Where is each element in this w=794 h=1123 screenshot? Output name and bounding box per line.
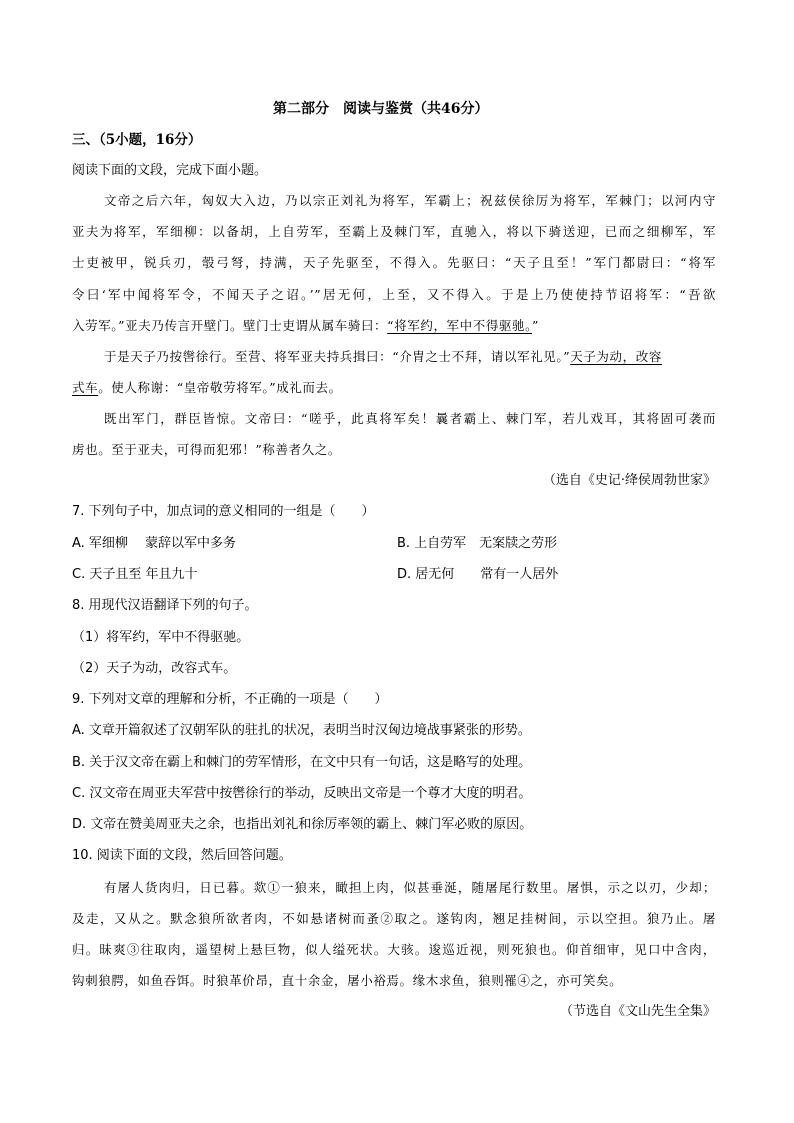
passage-line: 士吏被甲，锐兵刃，彀弓弩，持满，天子先驱至，不得入。先驱曰：“天子且至！”军门都尉曰：“将军 xyxy=(72,255,716,270)
passage-line: 归。昧爽③往取肉，遥望树上悬巨物，似人缢死状。大骇。逡巡近视，则死狼也。仰首细审，见口中含肉， xyxy=(72,942,716,957)
passage-line xyxy=(72,379,342,397)
passage-line: 文帝之后六年，匈奴大入边，乃以宗正刘礼为将军，军霸上；祝兹侯徐厉为将军，军棘门；以河内守 xyxy=(104,193,716,208)
passage-line: 虏也。至于亚夫，可得而犯邪！”称善者久之。 xyxy=(72,442,341,457)
option-d[interactable]: D. 居无何 常有一人居外 xyxy=(397,567,559,582)
question-8-stem: 8. 用现代汉语翻译下列的句子。 xyxy=(72,598,258,613)
passage-line: 既出军门，群臣皆惊。文帝曰：“嗟乎，此真将军矣！曩者霸上、棘门军，若儿戏耳，其将固可袭而 xyxy=(104,411,716,426)
underlined-sentence: 天子为动，改容 xyxy=(570,349,662,364)
source-citation: （节选自《文山先生全集》 xyxy=(559,1004,716,1019)
instruction-text: 阅读下面的文段，完成下面小题。 xyxy=(72,163,268,178)
option-a[interactable]: A. 文章开篇叙述了汉朝军队的驻扎的状况，表明当时汉匈边境战事紧张的形势。 xyxy=(72,723,531,738)
passage-line: 有屠人货肉归，日已暮。欻①一狼来，瞰担上肉，似甚垂涎，随屠尾行数里。屠惧，示之以刃，少却； xyxy=(104,880,716,895)
question-7-stem: 7. 下列句子中，加点词的意义相同的一组是（ ） xyxy=(72,504,375,519)
option-b[interactable]: B. 上自劳军 无案牍之劳形 xyxy=(397,536,558,551)
passage-line xyxy=(104,348,662,366)
passage-line: 及走，又从之。默念狼所欲者肉，不如悬诸树而蚤②取之。遂钩肉，翘足挂树间，示以空担。狼乃止。屠 xyxy=(72,911,716,926)
underlined-sentence: 式车 xyxy=(72,380,99,395)
translation-item: （1）将军约，军中不得驱驰。 xyxy=(72,630,250,645)
translation-item: （2）天子为动，改容式车。 xyxy=(72,661,237,676)
option-c[interactable]: C. 汉文帝在周亚夫军营中按辔徐行的举动，反映出文帝是一个尊才大度的明君。 xyxy=(72,786,532,801)
option-b[interactable]: B. 关于汉文帝在霸上和棘门的劳军情形，在文中只有一句话，这是略写的处理。 xyxy=(72,755,532,770)
option-a[interactable]: A. 军细柳 蒙辞以军中多务 xyxy=(72,536,237,551)
passage-text: 入劳军。”亚夫乃传言开壁门。壁门士吏谓从属车骑曰： xyxy=(72,318,388,333)
source-citation: （选自《史记·绛侯周勃世家》 xyxy=(542,473,716,488)
section-heading: 三、（5小题，16分） xyxy=(72,132,202,148)
passage-text: 于是天子乃按辔徐行。至营、将军亚夫持兵揖曰：“介胄之士不拜，请以军礼见。” xyxy=(104,349,571,364)
option-c[interactable]: C. 天子且至 年且九十 xyxy=(72,567,198,582)
part-title: 第二部分 阅读与鉴赏（共46分） xyxy=(273,101,489,117)
underlined-sentence: “将军约，军中不得驱驰。 xyxy=(387,318,532,333)
passage-line xyxy=(72,317,539,335)
question-10-stem: 10. 阅读下面的文段，然后回答问题。 xyxy=(72,848,292,863)
passage-text: 。使人称谢：“皇帝敬劳将军。”成礼而去。 xyxy=(98,380,342,395)
passage-line: 钩刺狼腭，如鱼吞饵。时狼革价昂，直十余金，屠小裕焉。缘木求鱼，狼则罹④之，亦可笑矣。 xyxy=(72,973,623,988)
question-9-stem: 9. 下列对文章的理解和分析，不正确的一项是（ ） xyxy=(72,692,388,707)
passage-line: 令曰‘军中闻将军令，不闻天子之诏。’”居无何，上至，又不得入。于是上乃使使持节诏将军：“吾欲 xyxy=(72,287,716,302)
passage-line: 亚夫为将军，军细柳：以备胡，上自劳军，至霸上及棘门军，直驰入，将以下骑送迎，已而之细柳军，军 xyxy=(72,224,716,239)
option-d[interactable]: D. 文帝在赞美周亚夫之余，也指出刘礼和徐厉率领的霸上、棘门军必败的原因。 xyxy=(72,817,533,832)
passage-text: ” xyxy=(532,318,539,333)
